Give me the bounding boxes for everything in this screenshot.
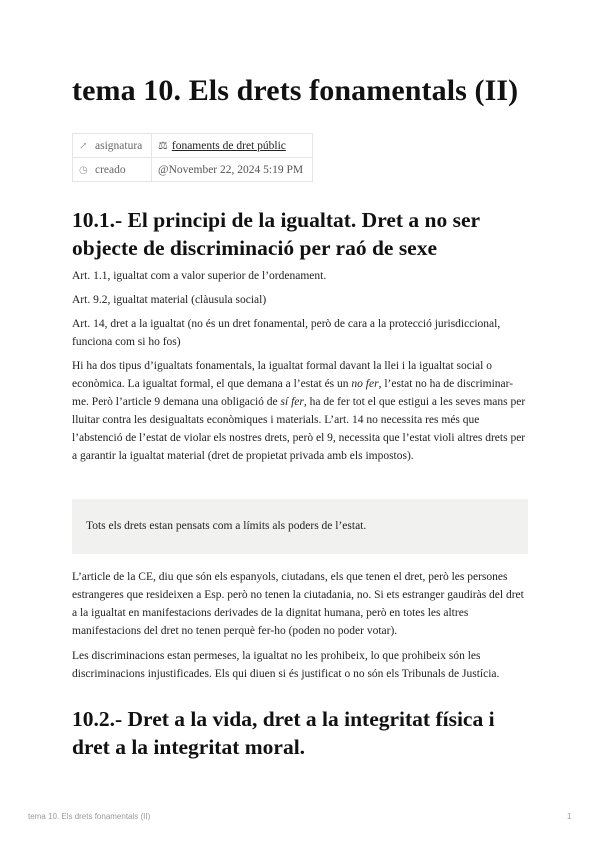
paragraph: Hi ha dos tipus d’igualtats fonamentals, la igualtat formal davant la llei i la igualtat social o econòmica. La igualtat formal, el que demana a l’estat és un no fer, l’estat no ha de discriminar-me. Però l’article 9 demana una obligació de sí fer, ha de fer tot el que estigui a les seves mans per lluitar contra les desigualtats econòmiques i materials. L’art. 14 no necessita res més que l’abstenció de l’estat de violar els nostres drets, però el 9, necessita que l’estat violi altres drets per a garantir la igualtat material (dret de propietat privada amb els impostos). <box>72 360 526 462</box>
property-key: ↗ asignatura <box>73 134 152 158</box>
property-key: ◷ creado <box>73 158 152 182</box>
property-row-asignatura <box>73 134 313 158</box>
clock-icon: ◷ <box>79 164 88 176</box>
asignatura-link[interactable]: fonaments de dret públic <box>171 140 286 152</box>
page-title: tema 10. Els drets fonamentals (II) <box>72 74 519 107</box>
arrow-up-right-icon: ↗ <box>79 140 88 152</box>
callout-box <box>72 499 528 554</box>
property-value[interactable] <box>152 134 313 158</box>
callout-text: Tots els drets estan pensats com a límits als poders de l’estat. <box>86 520 367 532</box>
paragraph: L’article de la CE, diu que són els espanyols, ciutadans, els que tenen el dret, però les persones estrangeres que resideixen a Esp. però no tenen la ciutadania, no. Si ets estranger gaudiràs del dret a la igualtat en manifestacions derivades de la dignitat humana, però en totes les altres manifestacions del dret no tenen perquè fer-ho (poden no poder votar). <box>72 571 524 637</box>
properties-table <box>72 133 313 182</box>
property-row-creado <box>73 158 313 182</box>
section-heading: 10.1.- El principi de la igualtat. Dret a no ser objecte de discriminació per raó de sexe <box>72 208 480 260</box>
paragraph: Art. 14, dret a la igualtat (no és un dret fonamental, però de cara a la protecció jurisdiccional, funciona com si ho fos) <box>72 318 501 348</box>
paragraph: Art. 1.1, igualtat com a valor superior de l’ordenament. <box>72 270 327 282</box>
property-value: @November 22, 2024 5:19 PM <box>152 158 313 182</box>
paragraph: Les discriminacions estan permeses, la igualtat no les prohibeix, lo que prohibeix són les discriminacions injustificades. Els qui diuen si és justificat o no són els Tribunals de Justícia. <box>72 650 500 680</box>
scales-icon: ⚖ <box>158 140 168 152</box>
footer-title: tema 10. Els drets fonamentals (II) <box>28 812 151 821</box>
paragraph: Art. 9.2, igualtat material (clàusula social) <box>72 294 267 306</box>
section-heading: 10.2.- Dret a la vida, dret a la integritat física i dret a la integritat moral. <box>72 707 495 759</box>
page-number: 1 <box>567 812 572 821</box>
